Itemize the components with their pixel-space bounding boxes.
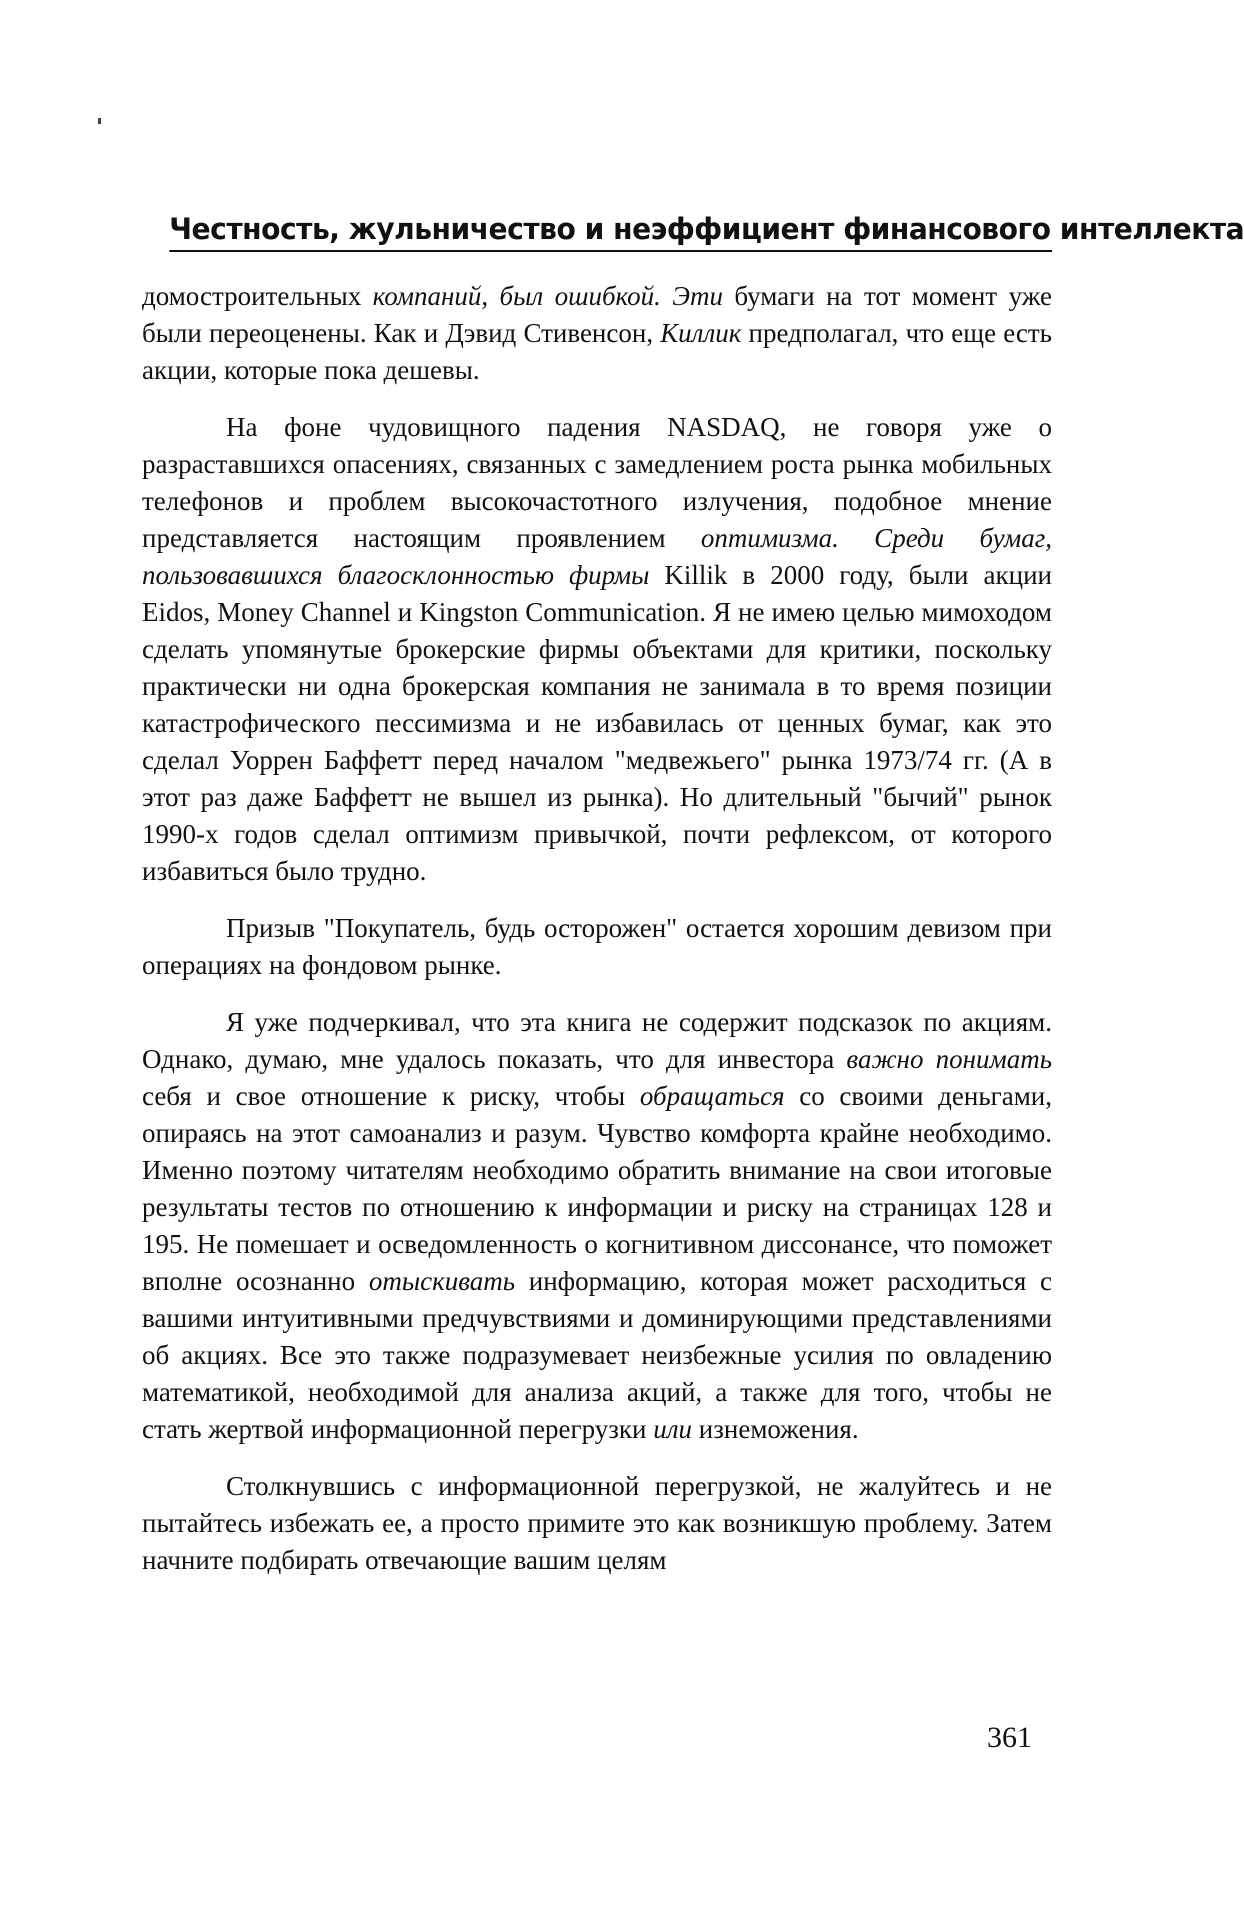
text-segment-italic: или xyxy=(653,1414,692,1444)
text-segment: Столкнувшись с информационной перегрузкой, не жалуйтесь и не пытайтесь избежать ее, а просто примите это как возникшую проблему. Затем начните подбирать отвечающие вашим целям xyxy=(142,1471,1052,1575)
text-segment: Killik в 2000 году, были акции Eidos, Money Channel и Kingston Communication. Я не имею целью мимоходом сделать упомянутые брокерские фирмы объектами для критики, поскольку практически ни одна брокерская компания не занимала в то время позиции катастрофического пессимизма и не избавилась от ценных бумаг, как это сделал Уоррен Баффетт перед началом "медвежьего" рынка 1973/74 гг. (А в этот раз даже Баффетт не вышел из рынка). Но длительный "бычий" рынок 1990-х годов сделал оптимизм привычкой, почти рефлексом, от которого избавиться было трудно. xyxy=(142,560,1052,886)
text-segment: информацию, которая может расходиться с вашими интуитивными предчувствиями и доминирующими представлениями об акциях. Все это также подразумевает неизбежные усилия по овладению математикой, необходимой для анализа акций, а также для того, чтобы не стать жертвой информационной перегрузки xyxy=(142,1266,1052,1444)
running-head: Честность, жульничество и неэффициент финансового интеллекта xyxy=(169,212,1052,252)
text-segment-italic: отыскивать xyxy=(369,1266,515,1296)
text-segment: со своими деньгами, опираясь на этот самоанализ и разум. Чувство комфорта крайне необходимо. Именно поэтому читателям необходимо обратить внимание на свои итоговые результаты тестов по отношению к информации и риску на страницах 128 и 195. Не помешает и осведомленность о когнитивном диссонансе, что поможет вполне осознанно xyxy=(142,1081,1052,1296)
paragraph-3 xyxy=(142,910,1052,984)
scan-speck xyxy=(98,118,101,124)
text-segment: предполагал, что еще есть акции, которые пока дешевы. xyxy=(142,318,1052,385)
book-page xyxy=(0,0,1200,1910)
page-number: 361 xyxy=(987,1721,1032,1755)
text-segment: Призыв "Покупатель, будь осторожен" остается хорошим девизом при операциях на фондовом рынке. xyxy=(142,913,1052,980)
text-segment-italic: оптимизма. Среди бумаг, пользовавшихся благосклонностью фирмы xyxy=(142,523,1052,590)
body-text xyxy=(142,278,1052,1579)
text-segment-italic: важно понимать xyxy=(846,1044,1052,1074)
text-segment-italic: Киллик xyxy=(660,318,741,348)
text-segment-italic: компаний, был ошибкой. Эти xyxy=(373,281,723,311)
paragraph-5 xyxy=(142,1468,1052,1579)
text-segment: домостроительных xyxy=(142,281,373,311)
text-segment: изнеможения. xyxy=(692,1414,859,1444)
text-segment: себя и свое отношение к риску, чтобы xyxy=(142,1081,640,1111)
paragraph-1 xyxy=(142,278,1052,389)
text-segment: На фоне чудовищного падения NASDAQ, не говоря уже о разраставшихся опасениях, связанных с замедлением роста рынка мобильных телефонов и проблем высокочастотного излучения, подобное мнение представляется настоящим проявлением xyxy=(142,412,1052,553)
text-segment-italic: обращаться xyxy=(640,1081,785,1111)
text-segment: бумаги на тот момент уже были переоценены. Как и Дэвид Стивенсон, xyxy=(142,281,1052,348)
text-segment: Я уже подчеркивал, что эта книга не содержит подсказок по акциям. Однако, думаю, мне удалось показать, что для инвестора xyxy=(142,1007,1052,1074)
paragraph-4 xyxy=(142,1004,1052,1448)
paragraph-2 xyxy=(142,409,1052,890)
